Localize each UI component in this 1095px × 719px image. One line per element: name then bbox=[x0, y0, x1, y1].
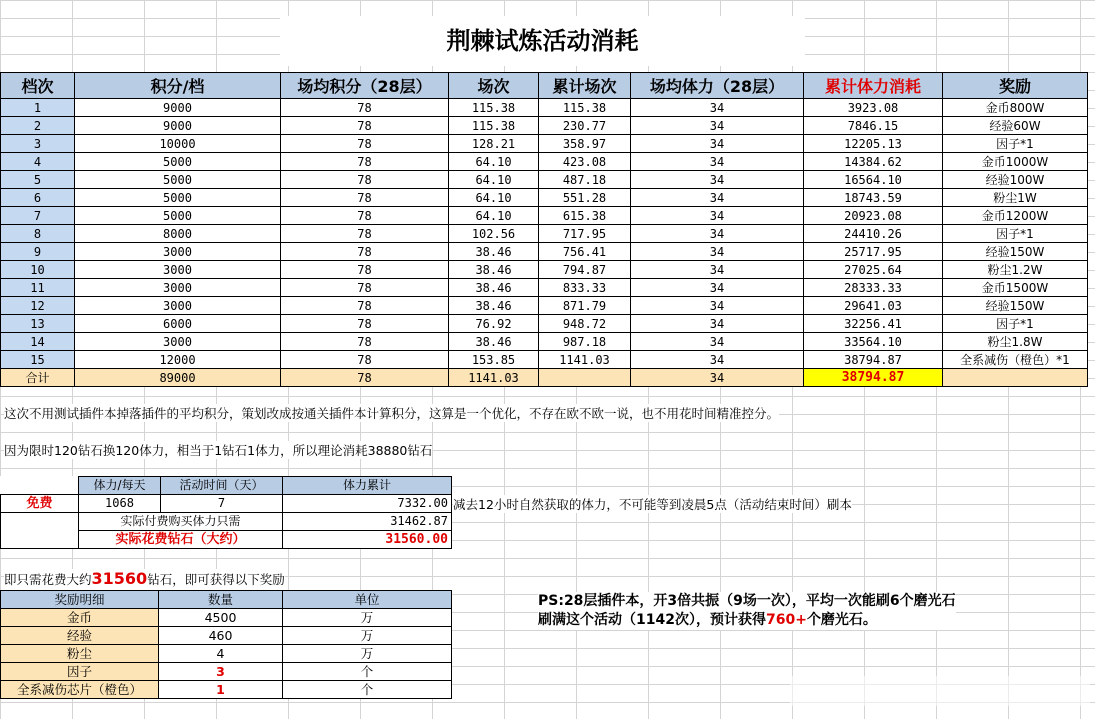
total-cum-stamina: 38794.87 bbox=[804, 369, 943, 387]
cell-cum-runs: 615.38 bbox=[539, 207, 631, 225]
cell-avg-stamina: 34 bbox=[631, 225, 804, 243]
cell-reward: 经验150W bbox=[943, 243, 1088, 261]
cell-tier: 11 bbox=[1, 279, 75, 297]
cell-cum-runs: 358.97 bbox=[539, 135, 631, 153]
cell-avg-points: 78 bbox=[281, 153, 449, 171]
header-runs: 场次 bbox=[449, 73, 539, 99]
cell-points: 6000 bbox=[75, 315, 281, 333]
list-item bbox=[1, 609, 452, 627]
cell-avg-points: 78 bbox=[281, 99, 449, 117]
summary-line bbox=[4, 569, 285, 590]
total-tier: 合计 bbox=[1, 369, 75, 387]
cell-tier: 10 bbox=[1, 261, 75, 279]
cell-runs: 115.38 bbox=[449, 117, 539, 135]
cell-cum-runs: 1141.03 bbox=[539, 351, 631, 369]
table-row bbox=[1, 243, 1088, 261]
cell-cum-stamina: 27025.64 bbox=[804, 261, 943, 279]
cell-cum-runs: 948.72 bbox=[539, 315, 631, 333]
cell-runs: 76.92 bbox=[449, 315, 539, 333]
cell-cum-runs: 551.28 bbox=[539, 189, 631, 207]
cell-avg-points: 78 bbox=[281, 261, 449, 279]
cell-reward: 因子*1 bbox=[943, 135, 1088, 153]
cell-points: 3000 bbox=[75, 333, 281, 351]
cell-avg-stamina: 34 bbox=[631, 135, 804, 153]
cell-cum-stamina: 14384.62 bbox=[804, 153, 943, 171]
header-cum-stamina: 累计体力消耗 bbox=[804, 73, 943, 99]
cell-runs: 38.46 bbox=[449, 333, 539, 351]
watermark-area bbox=[790, 676, 1090, 706]
cell-avg-points: 78 bbox=[281, 315, 449, 333]
cell-cum-stamina: 32256.41 bbox=[804, 315, 943, 333]
cell-cum-runs: 833.33 bbox=[539, 279, 631, 297]
total-avg-stamina: 34 bbox=[631, 369, 804, 387]
cell-reward: 经验150W bbox=[943, 297, 1088, 315]
table-row bbox=[1, 261, 1088, 279]
cell-points: 3000 bbox=[75, 279, 281, 297]
total-cum-runs bbox=[539, 369, 631, 387]
cell-points: 5000 bbox=[75, 153, 281, 171]
cell-cum-stamina: 33564.10 bbox=[804, 333, 943, 351]
cell-runs: 64.10 bbox=[449, 207, 539, 225]
total-runs: 1141.03 bbox=[449, 369, 539, 387]
cell-tier: 12 bbox=[1, 297, 75, 315]
cell-cum-runs: 794.87 bbox=[539, 261, 631, 279]
header-points: 积分/档 bbox=[75, 73, 281, 99]
header-reward-detail: 奖励明细 bbox=[1, 591, 159, 609]
table-row bbox=[1, 153, 1088, 171]
list-item bbox=[1, 645, 452, 663]
cell-tier: 7 bbox=[1, 207, 75, 225]
summary-suffix: 钻石，即可获得以下奖励 bbox=[147, 572, 285, 587]
cell-reward: 经验100W bbox=[943, 171, 1088, 189]
paid-row bbox=[1, 513, 452, 531]
cell-cum-runs: 423.08 bbox=[539, 153, 631, 171]
reward-unit: 万 bbox=[283, 609, 452, 627]
cell-cum-stamina: 20923.08 bbox=[804, 207, 943, 225]
header-unit: 单位 bbox=[283, 591, 452, 609]
cell-reward: 金币1000W bbox=[943, 153, 1088, 171]
reward-unit: 万 bbox=[283, 627, 452, 645]
daily-stamina: 1068 bbox=[79, 495, 161, 513]
cell-runs: 38.46 bbox=[449, 261, 539, 279]
header-daily-stamina: 体力/每天 bbox=[79, 477, 161, 495]
cell-points: 12000 bbox=[75, 351, 281, 369]
cell-tier: 4 bbox=[1, 153, 75, 171]
cell-avg-points: 78 bbox=[281, 207, 449, 225]
diamond-row bbox=[1, 531, 452, 549]
ps-line-2-b: 760+ bbox=[765, 612, 807, 628]
header-stamina-accum: 体力累计 bbox=[283, 477, 452, 495]
ps-line-1: PS:28层插件本，开3倍共振（9场一次），平均一次能刷6个磨光石 bbox=[538, 593, 956, 609]
cell-points: 5000 bbox=[75, 207, 281, 225]
header-quantity: 数量 bbox=[159, 591, 283, 609]
cell-avg-points: 78 bbox=[281, 279, 449, 297]
table-row bbox=[1, 171, 1088, 189]
cell-reward: 因子*1 bbox=[943, 315, 1088, 333]
table-row bbox=[1, 99, 1088, 117]
cell-cum-runs: 871.79 bbox=[539, 297, 631, 315]
stamina-header-row bbox=[1, 477, 452, 495]
cell-points: 5000 bbox=[75, 171, 281, 189]
cell-cum-stamina: 12205.13 bbox=[804, 135, 943, 153]
cell-avg-points: 78 bbox=[281, 351, 449, 369]
cell-tier: 5 bbox=[1, 171, 75, 189]
cell-tier: 14 bbox=[1, 333, 75, 351]
cell-points: 8000 bbox=[75, 225, 281, 243]
cell-runs: 102.56 bbox=[449, 225, 539, 243]
stamina-accum: 7332.00 bbox=[283, 495, 452, 513]
cell-cum-stamina: 18743.59 bbox=[804, 189, 943, 207]
reward-qty: 1 bbox=[159, 681, 283, 699]
header-avg-stamina: 场均体力（28层） bbox=[631, 73, 804, 99]
cell-runs: 64.10 bbox=[449, 171, 539, 189]
reward-unit: 个 bbox=[283, 663, 452, 681]
cell-avg-stamina: 34 bbox=[631, 297, 804, 315]
cell-runs: 38.46 bbox=[449, 279, 539, 297]
stamina-table bbox=[0, 476, 452, 549]
cell-reward: 粉尘1.2W bbox=[943, 261, 1088, 279]
cell-avg-stamina: 34 bbox=[631, 171, 804, 189]
cell-avg-stamina: 34 bbox=[631, 333, 804, 351]
cell-points: 9000 bbox=[75, 117, 281, 135]
cell-avg-points: 78 bbox=[281, 333, 449, 351]
table-row bbox=[1, 135, 1088, 153]
cell-avg-points: 78 bbox=[281, 189, 449, 207]
reward-qty: 460 bbox=[159, 627, 283, 645]
reward-name: 经验 bbox=[1, 627, 159, 645]
cell-avg-stamina: 34 bbox=[631, 243, 804, 261]
summary-prefix: 即只需花费大约 bbox=[4, 572, 92, 587]
cell-reward: 全系减伤（橙色）*1 bbox=[943, 351, 1088, 369]
reward-qty: 4 bbox=[159, 645, 283, 663]
ps-line-2-a: 刷满这个活动（1142次），预计获得 bbox=[538, 612, 766, 628]
cell-tier: 15 bbox=[1, 351, 75, 369]
cell-points: 3000 bbox=[75, 261, 281, 279]
page-title: 荆棘试炼活动消耗 bbox=[280, 16, 805, 66]
cell-tier: 3 bbox=[1, 135, 75, 153]
table-row bbox=[1, 351, 1088, 369]
diamond-value: 31560.00 bbox=[283, 531, 452, 549]
cell-avg-points: 78 bbox=[281, 297, 449, 315]
cell-cum-stamina: 7846.15 bbox=[804, 117, 943, 135]
cell-reward: 金币1200W bbox=[943, 207, 1088, 225]
header-event-days: 活动时间（天） bbox=[161, 477, 283, 495]
reward-qty: 3 bbox=[159, 663, 283, 681]
cell-reward: 经验60W bbox=[943, 117, 1088, 135]
cell-cum-runs: 756.41 bbox=[539, 243, 631, 261]
cell-reward: 金币1500W bbox=[943, 279, 1088, 297]
cell-tier: 6 bbox=[1, 189, 75, 207]
table-row bbox=[1, 315, 1088, 333]
cell-points: 3000 bbox=[75, 297, 281, 315]
cell-avg-stamina: 34 bbox=[631, 207, 804, 225]
list-item bbox=[1, 663, 452, 681]
cell-cum-stamina: 3923.08 bbox=[804, 99, 943, 117]
header-avg-points: 场均积分（28层） bbox=[281, 73, 449, 99]
table-row bbox=[1, 225, 1088, 243]
cell-reward: 因子*1 bbox=[943, 225, 1088, 243]
cell-points: 5000 bbox=[75, 189, 281, 207]
side-note: 减去12小时自然获取的体力，不可能等到凌晨5点（活动结束时间）刷本 bbox=[453, 497, 852, 512]
cell-runs: 38.46 bbox=[449, 297, 539, 315]
cell-avg-stamina: 34 bbox=[631, 117, 804, 135]
reward-name: 金币 bbox=[1, 609, 159, 627]
paid-label: 实际付费购买体力只需 bbox=[79, 513, 283, 531]
table-row bbox=[1, 207, 1088, 225]
header-reward: 奖励 bbox=[943, 73, 1088, 99]
reward-name: 粉尘 bbox=[1, 645, 159, 663]
list-item bbox=[1, 627, 452, 645]
cell-avg-stamina: 34 bbox=[631, 279, 804, 297]
cell-avg-points: 78 bbox=[281, 117, 449, 135]
cell-avg-points: 78 bbox=[281, 171, 449, 189]
note-line-1: 这次不用测试插件本掉落插件的平均积分，策划改成按通关插件本计算积分，这算是一个优化，不存在欧不欧一说，也不用花时间精准控分。 bbox=[4, 406, 780, 421]
table-row bbox=[1, 117, 1088, 135]
cell-avg-points: 78 bbox=[281, 225, 449, 243]
summary-amount: 31560 bbox=[91, 569, 148, 588]
list-item bbox=[1, 681, 452, 699]
cell-cum-runs: 230.77 bbox=[539, 117, 631, 135]
total-points: 89000 bbox=[75, 369, 281, 387]
header-tier: 档次 bbox=[1, 73, 75, 99]
total-avg-points: 78 bbox=[281, 369, 449, 387]
cell-reward: 粉尘1.8W bbox=[943, 333, 1088, 351]
table-row bbox=[1, 297, 1088, 315]
total-row bbox=[1, 369, 1088, 387]
header-cum-runs: 累计场次 bbox=[539, 73, 631, 99]
reward-name: 因子 bbox=[1, 663, 159, 681]
cell-runs: 64.10 bbox=[449, 153, 539, 171]
cell-tier: 9 bbox=[1, 243, 75, 261]
reward-unit: 个 bbox=[283, 681, 452, 699]
cell-cum-runs: 717.95 bbox=[539, 225, 631, 243]
ps-line-2 bbox=[538, 611, 956, 630]
table-row bbox=[1, 189, 1088, 207]
cell-avg-stamina: 34 bbox=[631, 189, 804, 207]
cell-runs: 38.46 bbox=[449, 243, 539, 261]
diamond-label: 实际花费钻石（大约） bbox=[79, 531, 283, 549]
cell-avg-stamina: 34 bbox=[631, 351, 804, 369]
cell-cum-stamina: 25717.95 bbox=[804, 243, 943, 261]
note-line-2: 因为限时120钻石换120体力，相当于1钻石1体力，所以理论消耗38880钻石 bbox=[4, 443, 433, 458]
cell-runs: 128.21 bbox=[449, 135, 539, 153]
cell-reward: 金币800W bbox=[943, 99, 1088, 117]
cell-cum-runs: 487.18 bbox=[539, 171, 631, 189]
cell-points: 9000 bbox=[75, 99, 281, 117]
free-label: 免费 bbox=[1, 495, 79, 513]
cell-tier: 1 bbox=[1, 99, 75, 117]
total-reward bbox=[943, 369, 1088, 387]
cell-cum-stamina: 28333.33 bbox=[804, 279, 943, 297]
reward-qty: 4500 bbox=[159, 609, 283, 627]
ps-line-2-c: 个磨光石。 bbox=[806, 612, 877, 628]
table-row bbox=[1, 279, 1088, 297]
paid-value: 31462.87 bbox=[283, 513, 452, 531]
cell-tier: 8 bbox=[1, 225, 75, 243]
cell-reward: 粉尘1W bbox=[943, 189, 1088, 207]
cell-cum-stamina: 38794.87 bbox=[804, 351, 943, 369]
cell-avg-points: 78 bbox=[281, 135, 449, 153]
cell-cum-stamina: 29641.03 bbox=[804, 297, 943, 315]
cell-cum-runs: 987.18 bbox=[539, 333, 631, 351]
cell-cum-stamina: 16564.10 bbox=[804, 171, 943, 189]
reward-name: 全系减伤芯片（橙色） bbox=[1, 681, 159, 699]
cell-runs: 64.10 bbox=[449, 189, 539, 207]
cell-tier: 13 bbox=[1, 315, 75, 333]
free-row bbox=[1, 495, 452, 513]
reward-summary-table bbox=[0, 590, 452, 699]
cell-runs: 115.38 bbox=[449, 99, 539, 117]
cell-avg-stamina: 34 bbox=[631, 99, 804, 117]
ps-note bbox=[538, 592, 956, 630]
cell-avg-stamina: 34 bbox=[631, 261, 804, 279]
cell-tier: 2 bbox=[1, 117, 75, 135]
cell-runs: 153.85 bbox=[449, 351, 539, 369]
cell-avg-points: 78 bbox=[281, 243, 449, 261]
event-days: 7 bbox=[161, 495, 283, 513]
cell-cum-stamina: 24410.26 bbox=[804, 225, 943, 243]
cell-avg-stamina: 34 bbox=[631, 153, 804, 171]
cell-avg-stamina: 34 bbox=[631, 315, 804, 333]
cell-points: 3000 bbox=[75, 243, 281, 261]
reward-unit: 万 bbox=[283, 645, 452, 663]
table-row bbox=[1, 333, 1088, 351]
reward-header-row bbox=[1, 591, 452, 609]
consumption-table bbox=[0, 72, 1088, 387]
cell-points: 10000 bbox=[75, 135, 281, 153]
table-header-row bbox=[1, 73, 1088, 99]
cell-cum-runs: 115.38 bbox=[539, 99, 631, 117]
